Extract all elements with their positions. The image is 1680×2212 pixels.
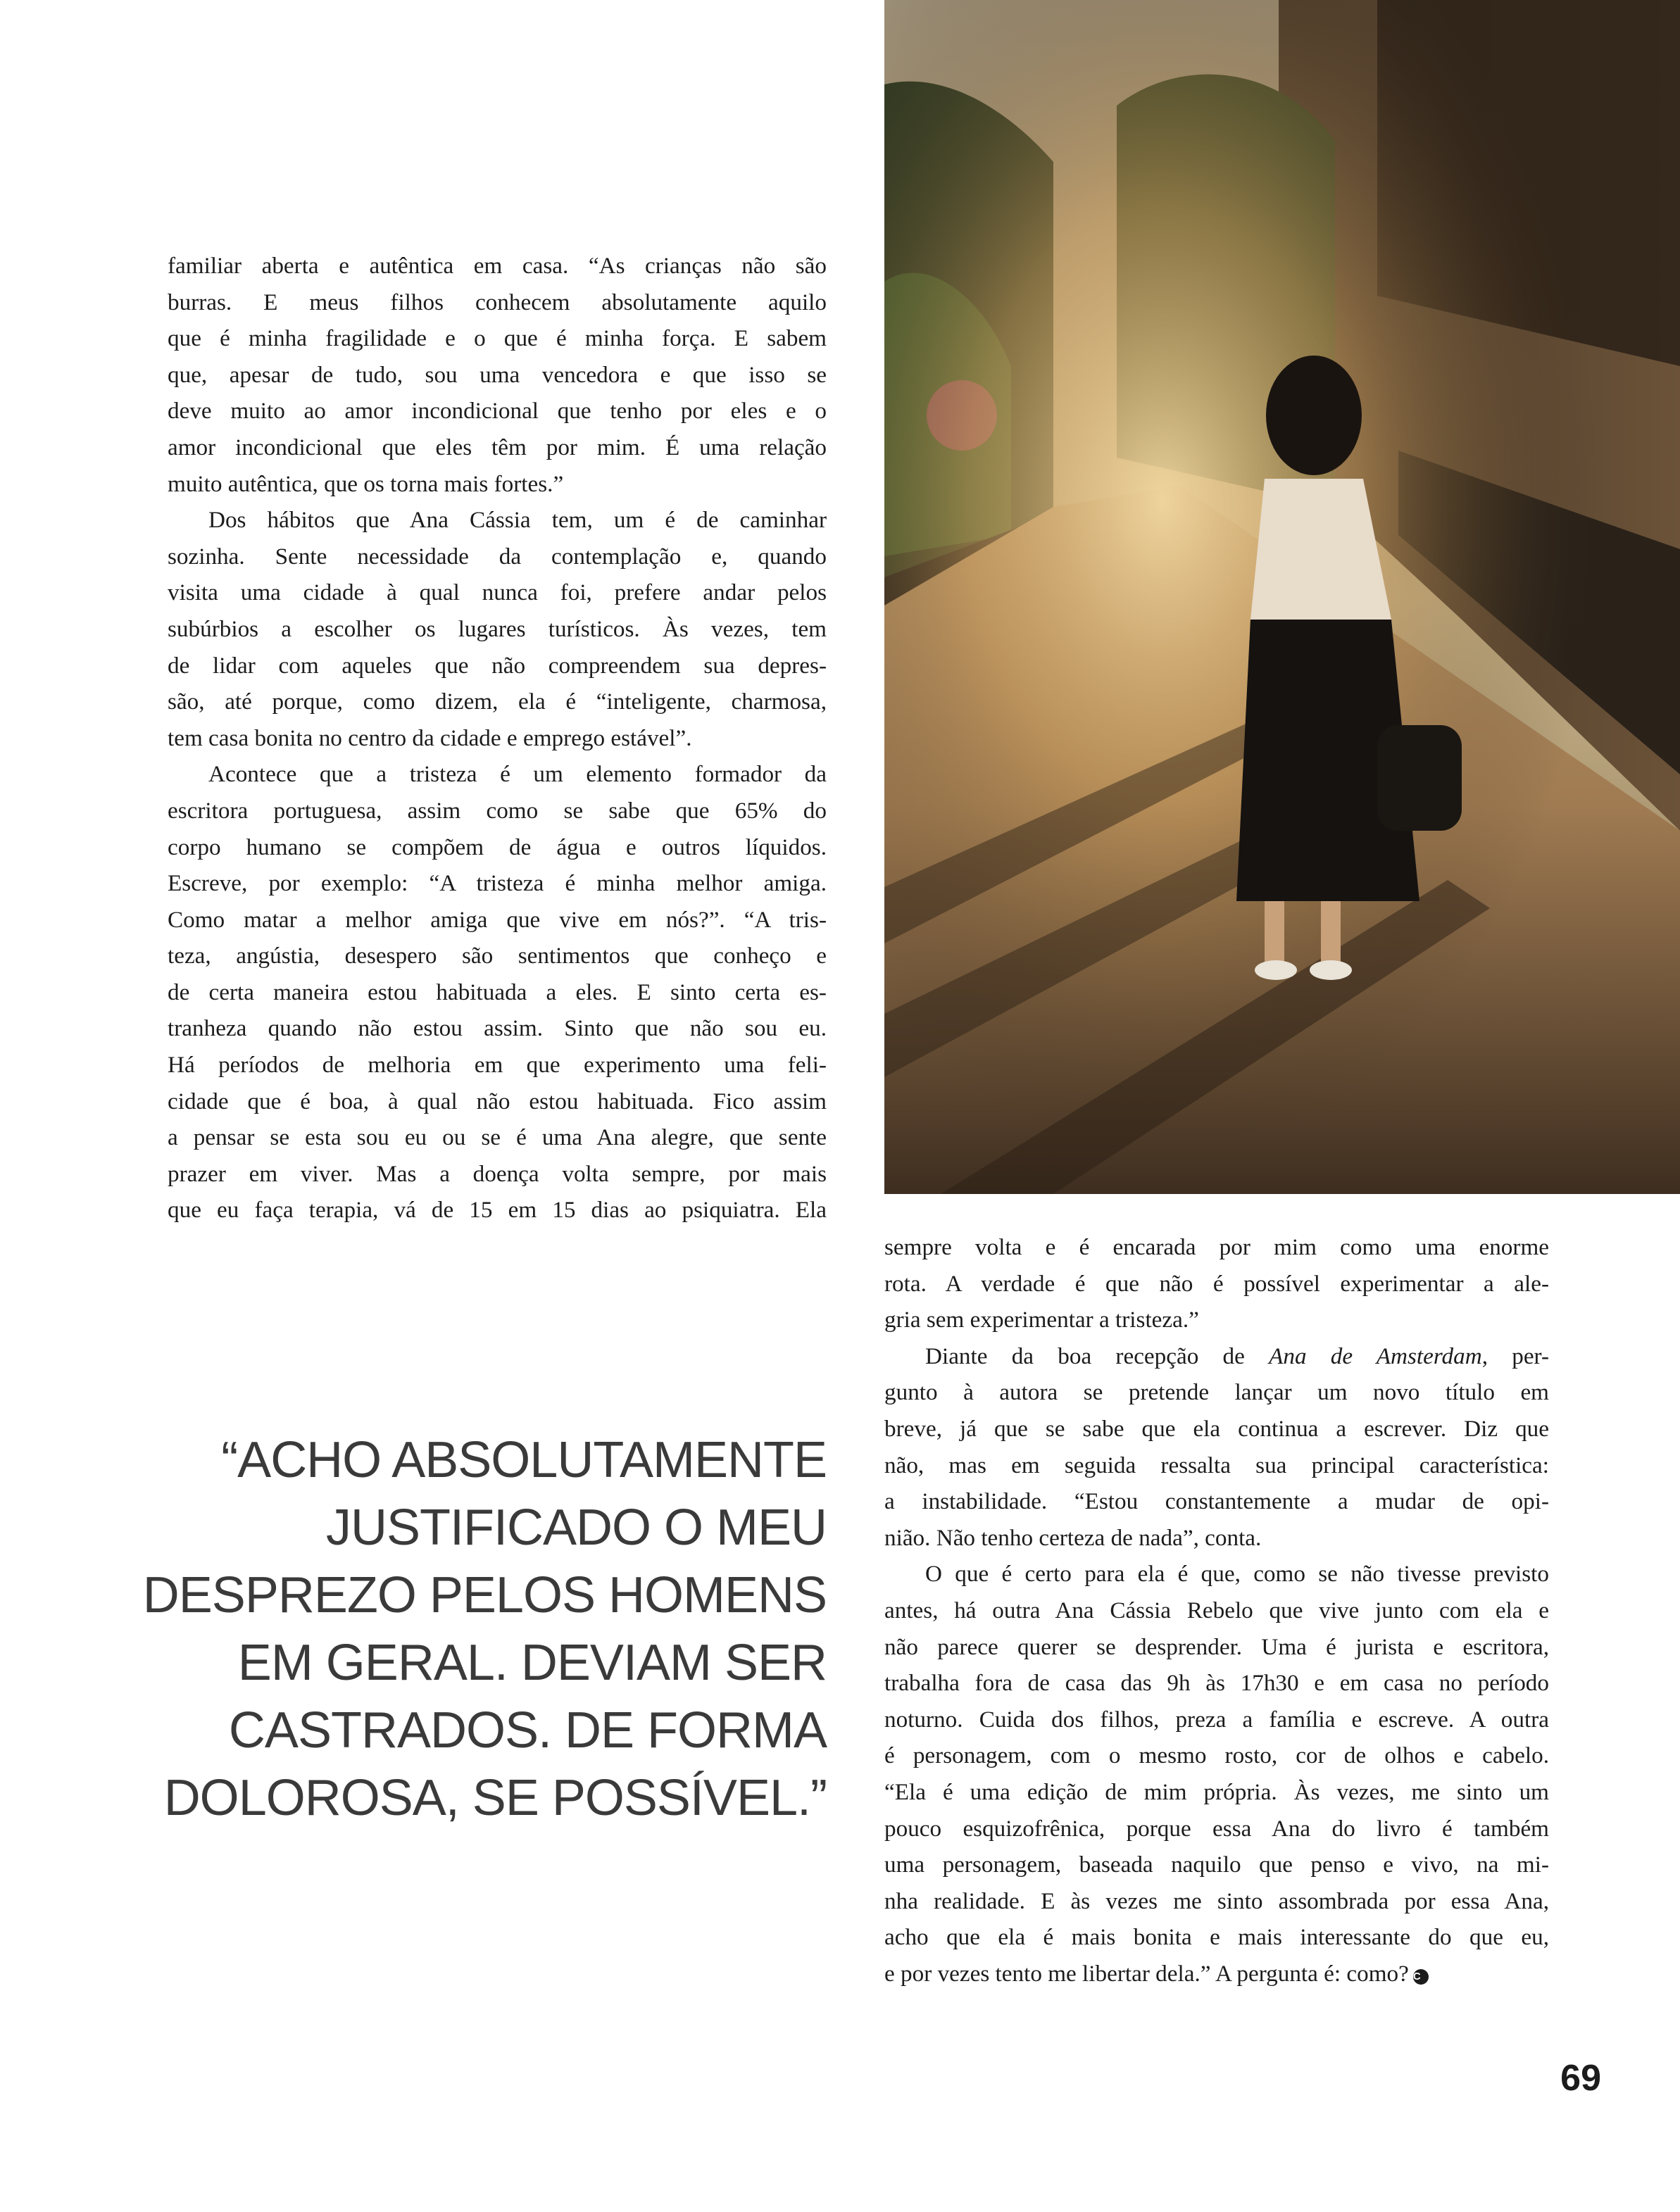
text-line: é personagem, com o mesmo rosto, cor de olhos e cabelo. bbox=[884, 1742, 1549, 1769]
text-line: O que é certo para ela é que, como se não tivesse previsto bbox=[925, 1561, 1549, 1588]
text-line: nião. Não tenho certeza de nada”, conta. bbox=[884, 1524, 1262, 1551]
text-line: teza, angústia, desespero são sentimentos que conheço e bbox=[168, 943, 827, 969]
text-line: burras. E meus filhos conhecem absolutamente aquilo bbox=[168, 289, 827, 315]
book-title: Ana de Amsterdam bbox=[1269, 1343, 1482, 1369]
paragraph-continuation bbox=[884, 1229, 1549, 1338]
text-line: escritora portuguesa, assim como se sabe que 65% do bbox=[168, 797, 827, 824]
text-line: que é minha fragilidade e o que é minha força. E sabem bbox=[168, 325, 827, 352]
text-line: familiar aberta e autêntica em casa. “As crianças não são bbox=[168, 253, 827, 279]
text-line: gunto à autora se pretende lançar um novo título em bbox=[884, 1379, 1549, 1406]
text-line: tranheza quando não estou assim. Sinto que não sou eu. bbox=[168, 1015, 827, 1042]
text-line bbox=[884, 1338, 1549, 1375]
text-line: Há períodos de melhoria em que experimento uma feli- bbox=[168, 1052, 827, 1079]
text-line: amor incondicional que eles têm por mim. É uma relação bbox=[168, 434, 827, 460]
text-line: que, apesar de tudo, sou uma vencedora e que isso se bbox=[168, 361, 827, 388]
text-line bbox=[884, 1956, 1549, 1992]
pull-quote-line: DOLOROSA, SE POSSÍVEL.” bbox=[163, 1770, 827, 1826]
text-line: Como matar a melhor amiga que vive em nós?”. “A tris- bbox=[168, 906, 827, 933]
paragraph-family bbox=[168, 248, 827, 502]
text-line: pouco esquizofrênica, porque essa Ana do livro é também bbox=[884, 1815, 1549, 1842]
text-line: cidade que é boa, à qual não estou habituada. Fico assim bbox=[168, 1088, 827, 1114]
text-line: breve, já que se sabe que ela continua a escrever. Diz que bbox=[884, 1415, 1549, 1442]
text-line: Escreve, por exemplo: “A tristeza é minha melhor amiga. bbox=[168, 870, 827, 897]
street-walk-photo bbox=[884, 0, 1680, 1194]
text-line: Acontece que a tristeza é um elemento formador da bbox=[208, 761, 827, 788]
text-line: nha realidade. E às vezes me sinto assombrada por essa Ana, bbox=[884, 1887, 1549, 1914]
text-line: sozinha. Sente necessidade da contemplação e, quando bbox=[168, 543, 827, 570]
pull-quote-line: DESPREZO PELOS HOMENS bbox=[142, 1567, 827, 1623]
text-line: deve muito ao amor incondicional que tenho por eles e o bbox=[168, 398, 827, 425]
page-number: 69 bbox=[1560, 2058, 1601, 2099]
text-line: que eu faça terapia, vá de 15 em 15 dias ao psiquiatra. Ela bbox=[168, 1197, 827, 1224]
text-line: uma personagem, baseada naquilo que penso e vivo, na mi- bbox=[884, 1852, 1549, 1878]
text-line: de lidar com aqueles que não compreendem sua depres- bbox=[168, 652, 827, 679]
text-line: não, mas em seguida ressalta sua principal característica: bbox=[884, 1452, 1549, 1478]
text-line: rota. A verdade é que não é possível experimentar a ale- bbox=[884, 1270, 1549, 1297]
text-line: são, até porque, como dizem, ela é “inteligente, charmosa, bbox=[168, 689, 827, 715]
text-line: noturno. Cuida dos filhos, preza a família e escreve. A outra bbox=[884, 1706, 1549, 1733]
paragraph-two-anas bbox=[884, 1556, 1549, 1992]
text-fragment: , per- bbox=[1481, 1343, 1549, 1369]
text-line: “Ela é uma edição de mim própria. Às vezes, me sinto um bbox=[884, 1778, 1549, 1805]
text-line: subúrbios a escolher os lugares turísticos. Às vezes, tem bbox=[168, 615, 827, 642]
pull-quote bbox=[137, 1426, 827, 1832]
paragraph-new-book bbox=[884, 1338, 1549, 1557]
paragraph-sadness bbox=[168, 756, 827, 1228]
text-line: corpo humano se compõem de água e outros líquidos. bbox=[168, 834, 827, 860]
pull-quote-line: JUSTIFICADO O MEU bbox=[325, 1500, 827, 1556]
text-line: a pensar se esta sou eu ou se é uma Ana alegre, que sente bbox=[168, 1124, 827, 1151]
text-line: gria sem experimentar a tristeza.” bbox=[884, 1307, 1199, 1333]
paragraph-habits bbox=[168, 502, 827, 756]
text-line: tem casa bonita no centro da cidade e emprego estável”. bbox=[168, 724, 692, 751]
end-of-article-icon: C bbox=[1413, 1969, 1429, 1985]
text-line: acho que ela é mais bonita e mais interessante do que eu, bbox=[884, 1924, 1549, 1951]
pull-quote-line: EM GERAL. DEVIAM SER bbox=[237, 1635, 827, 1691]
text-fragment: e por vezes tento me libertar dela.” A pergunta é: como? bbox=[884, 1960, 1409, 1987]
text-line: a instabilidade. “Estou constantemente a mudar de opi- bbox=[884, 1488, 1549, 1515]
text-line: trabalha fora de casa das 9h às 17h30 e em casa no período bbox=[884, 1670, 1549, 1697]
pull-quote-line: CASTRADOS. DE FORMA bbox=[228, 1702, 827, 1759]
text-line: de certa maneira estou habituada a eles. E sinto certa es- bbox=[168, 979, 827, 1005]
text-line: sempre volta e é encarada por mim como uma enorme bbox=[884, 1234, 1549, 1260]
pull-quote-line: “ACHO ABSOLUTAMENTE bbox=[221, 1432, 827, 1488]
text-line: Dos hábitos que Ana Cássia tem, um é de caminhar bbox=[208, 507, 827, 534]
text-line: prazer em viver. Mas a doença volta sempre, por mais bbox=[168, 1160, 827, 1187]
left-text-column bbox=[168, 248, 827, 1228]
text-line: não parece querer se desprender. Uma é jurista e escritora, bbox=[884, 1633, 1549, 1660]
right-text-column bbox=[884, 1229, 1549, 1992]
text-fragment: Diante da boa recepção de bbox=[925, 1343, 1270, 1369]
text-line: visita uma cidade à qual nunca foi, prefere andar pelos bbox=[168, 579, 827, 606]
text-line: muito autêntica, que os torna mais fortes.” bbox=[168, 470, 564, 497]
text-line: antes, há outra Ana Cássia Rebelo que vive junto com ela e bbox=[884, 1597, 1549, 1623]
